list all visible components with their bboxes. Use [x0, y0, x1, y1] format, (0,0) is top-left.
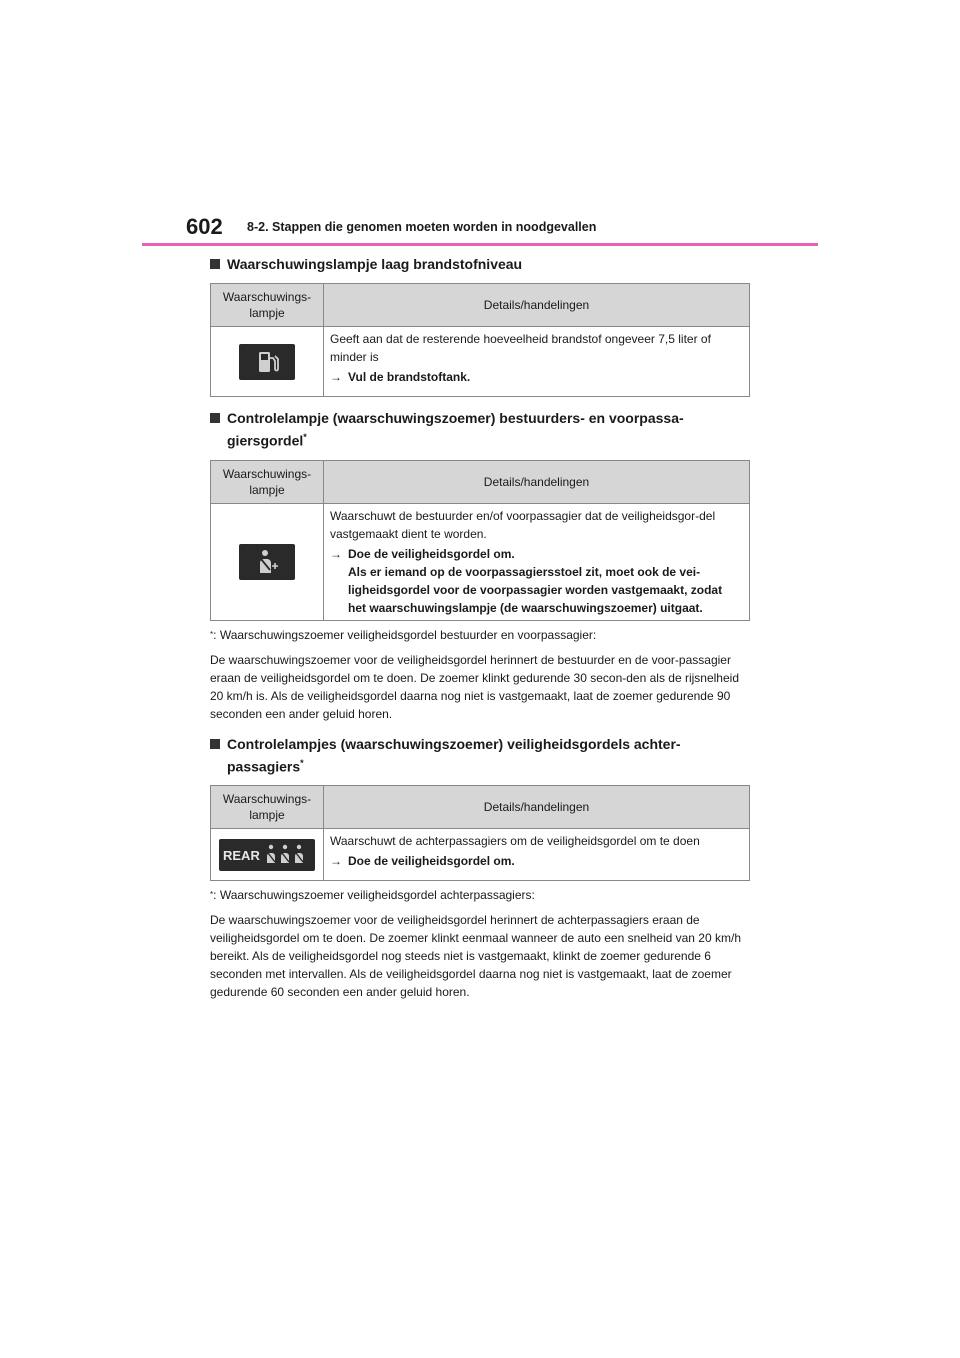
- chapter-title: 8-2. Stappen die genomen moeten worden in noodgevallen: [247, 220, 597, 234]
- column-header-lamp: Waarschuwings- lampje: [211, 284, 324, 327]
- arrow-icon: →: [330, 854, 342, 869]
- section-heading-rear-seatbelt: Controlelampjes (waarschuwingszoemer) veiligheidsgordels achter-passagiers*: [210, 735, 750, 777]
- column-header-lamp: Waarschuwings- lampje: [211, 786, 324, 829]
- rear-seatbelts-icon: [219, 839, 315, 871]
- lamp-action: Doe de veiligheidsgordel om.: [348, 854, 515, 869]
- page-number: 602: [186, 214, 223, 239]
- rear-seatbelt-table: [210, 785, 750, 881]
- lamp-description: Geeft aan dat de resterende hoeveelheid brandstof ongeveer 7,5 liter of minder is: [330, 332, 711, 364]
- details-cell: [324, 327, 750, 397]
- page-header: [186, 212, 826, 246]
- details-cell: [324, 503, 750, 620]
- lamp-description: Waarschuwt de achterpassagiers om de veiligheidsgordel om te doen: [330, 834, 700, 849]
- column-header-details: Details/handelingen: [324, 284, 750, 327]
- footnote-mark: *: [300, 757, 304, 768]
- square-bullet-icon: [210, 413, 220, 423]
- lamp-action: Doe de veiligheidsgordel om. Als er iemand op de voorpassagiersstoel zit, moet ook de vei-ligheidsgordel voor de voorpassagier worden vastgemaakt, zodat het waarschuwingslampje (de waarschuwingszoemer) uitgaat.: [348, 546, 723, 615]
- details-cell: [324, 829, 750, 881]
- section-heading-front-seatbelt: Controlelampje (waarschuwingszoemer) bestuurders- en voorpassa-giersgordel*: [210, 409, 750, 451]
- column-header-details: Details/handelingen: [324, 786, 750, 829]
- fuel-pump-icon: [239, 344, 295, 380]
- lamp-action: Vul de brandstoftank.: [348, 370, 471, 384]
- paragraph-rear: De waarschuwingszoemer voor de veiligheidsgordel herinnert de achterpassagiers eraan de veiligheidsgordel om te doen. De zoemer klinkt eenmaal wanneer de auto een snelheid van 20 km/h bereikt. Als de veiligheidsgordel nog steeds niet is vastgemaakt, klinkt de zoemer gedurende 6 seconden met intervallen. Als de veiligheidsgordel daarna nog niet is vastgemaakt, laat de zoemer gedurende 60 seconden een ander geluid horen.: [210, 913, 741, 1000]
- footnote-mark: *: [303, 432, 307, 442]
- action-line: [330, 545, 743, 617]
- lamp-description: Waarschuwt de bestuurder en/of voorpassagier dat de veiligheidsgor-del vastgemaakt dient te worden.: [330, 508, 716, 541]
- svg-text:REAR: REAR: [223, 847, 260, 863]
- lamp-cell: [211, 503, 324, 620]
- front-seatbelt-table: [210, 460, 750, 621]
- footnote-front: *: Waarschuwingszoemer veiligheidsgordel bestuurder en voorpassagier:: [210, 627, 597, 642]
- arrow-icon: →: [330, 546, 342, 561]
- square-bullet-icon: [210, 259, 220, 269]
- seatbelt-icon: [239, 544, 295, 580]
- header-rule: [142, 243, 818, 246]
- fuel-warning-table: [210, 283, 750, 397]
- section-heading-fuel: Waarschuwingslampje laag brandstofniveau: [210, 255, 750, 274]
- action-line: [330, 852, 743, 870]
- action-line: [330, 368, 743, 386]
- footnote-rear: *: Waarschuwingszoemer veiligheidsgordel achterpassagiers:: [210, 888, 535, 903]
- column-header-lamp: Waarschuwings- lampje: [211, 460, 324, 503]
- page-content: [210, 255, 750, 1001]
- lamp-cell: [211, 327, 324, 397]
- lamp-cell: [211, 829, 324, 881]
- arrow-icon: →: [330, 370, 342, 384]
- paragraph-front: De waarschuwingszoemer voor de veiligheidsgordel herinnert de bestuurder en de voor-passagier eraan de veiligheidsgordel om te doen. De zoemer klinkt gedurende 30 secon-den als de rijsnelheid 20 km/h is. Als de veiligheidsgordel daarna nog niet is vastgemaakt, laat de zoemer gedurende 90 seconden een ander geluid horen.: [210, 652, 739, 721]
- column-header-details: Details/handelingen: [324, 460, 750, 503]
- square-bullet-icon: [210, 739, 220, 749]
